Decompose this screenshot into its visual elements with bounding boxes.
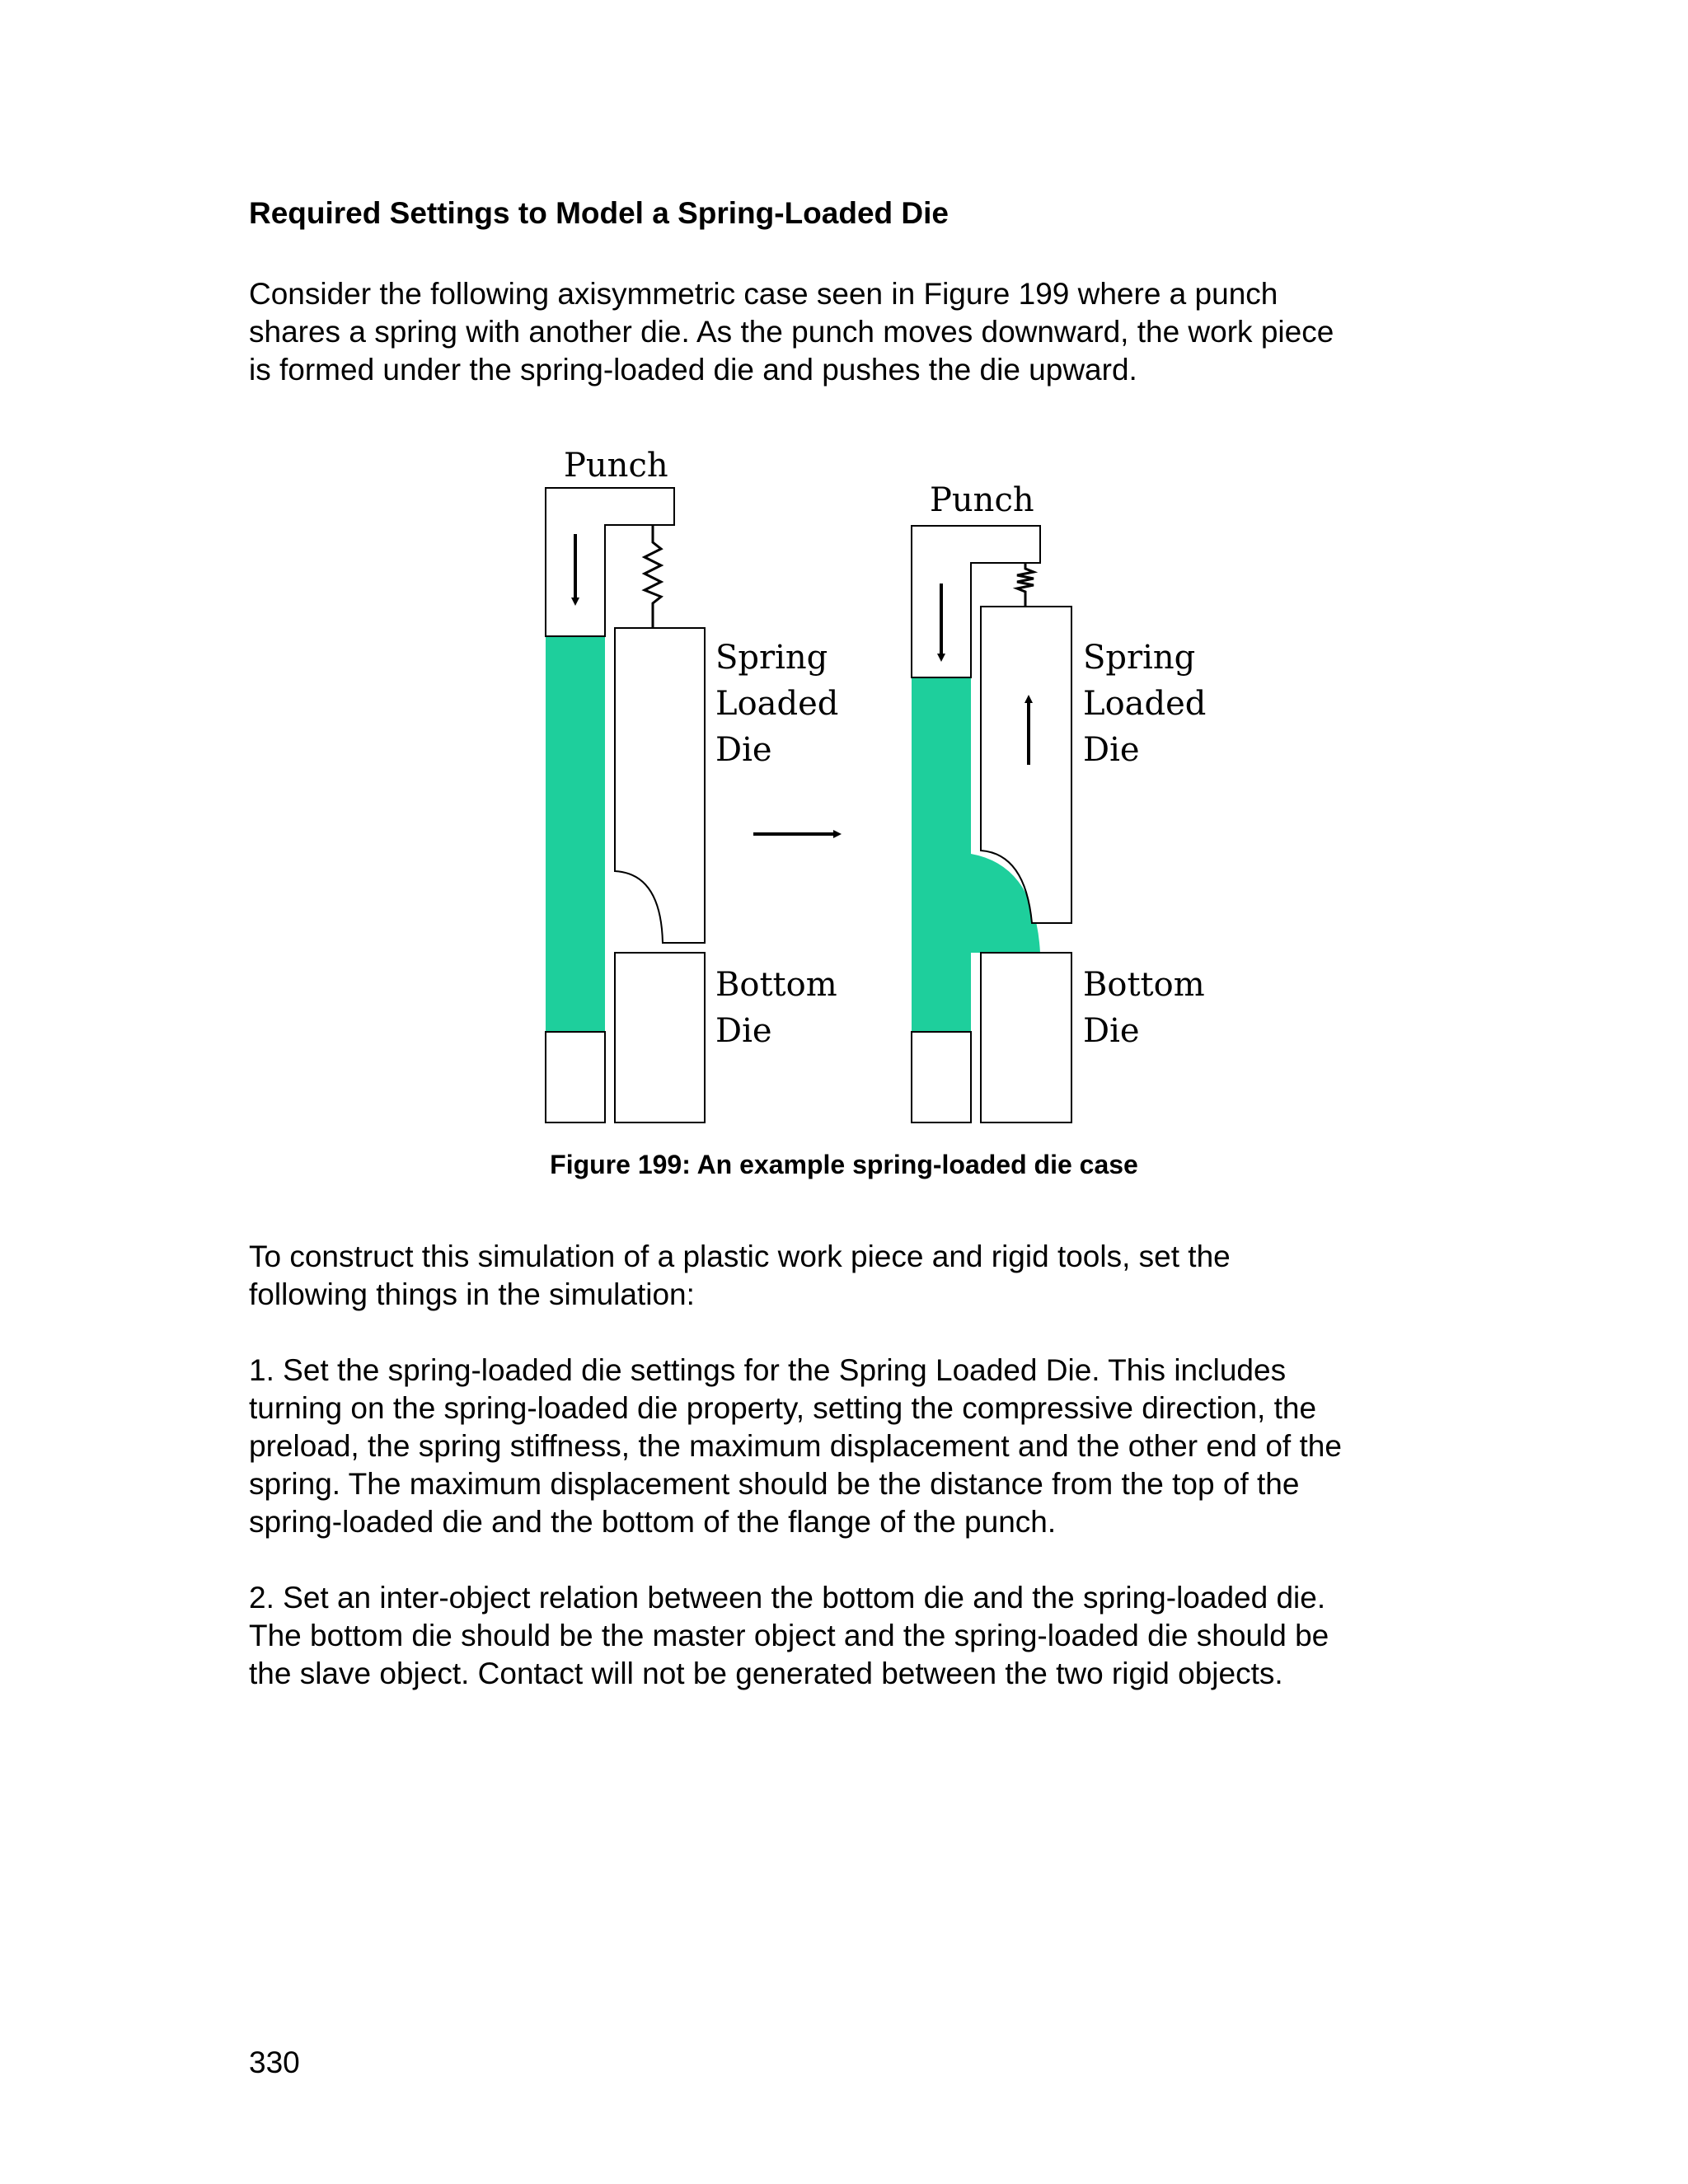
bottom-die-label: Die <box>715 1012 772 1050</box>
spring <box>645 525 661 628</box>
spring-die-label: Spring <box>1083 639 1196 677</box>
lower-support <box>546 1032 605 1122</box>
figure-diagram <box>511 437 1220 1129</box>
page-number: 330 <box>249 2046 300 2079</box>
bottom-die <box>981 953 1071 1122</box>
step-1-paragraph <box>249 1352 1469 1541</box>
text-line: spring-loaded die and the bottom of the flange of the punch. <box>249 1505 1057 1539</box>
figure-caption: Figure 199: An example spring-loaded die case <box>550 1150 1138 1179</box>
initial-state-diagram <box>546 447 838 1122</box>
bottom-die-label: Bottom <box>715 966 837 1004</box>
text-line: To construct this simulation of a plastic work piece and rigid tools, set the <box>249 1240 1231 1273</box>
step-2-paragraph <box>249 1579 1469 1693</box>
bottom-die-label: Die <box>1083 1012 1140 1050</box>
lower-support <box>912 1032 971 1122</box>
text-line: The bottom die should be the master object and the spring-loaded die should be <box>249 1619 1329 1652</box>
spring-die-label: Loaded <box>715 685 839 723</box>
formed-state-diagram <box>912 481 1206 1122</box>
text-line: the slave object. Contact will not be generated between the two rigid objects. <box>249 1657 1283 1690</box>
intro-paragraph <box>249 275 1469 389</box>
bottom-die-label: Bottom <box>1083 966 1205 1004</box>
text-line: preload, the spring stiffness, the maximum displacement and the other end of the <box>249 1429 1342 1463</box>
text-line: shares a spring with another die. As the punch moves downward, the work piece <box>249 315 1334 349</box>
text-line: Consider the following axisymmetric case seen in Figure 199 where a punch <box>249 277 1278 311</box>
spring-loaded-die <box>615 628 705 943</box>
bottom-die <box>615 953 705 1122</box>
text-line: turning on the spring-loaded die property, setting the compressive direction, the <box>249 1391 1317 1425</box>
punch-label: Punch <box>564 447 668 485</box>
spring <box>1017 563 1034 607</box>
spring-die-label: Die <box>1083 731 1140 769</box>
spring-die-label: Spring <box>715 639 828 677</box>
spring-die-label: Loaded <box>1083 685 1207 723</box>
text-line: is formed under the spring-loaded die and pushes the die upward. <box>249 353 1137 387</box>
punch-label: Punch <box>930 481 1034 519</box>
text-line: spring. The maximum displacement should be the distance from the top of the <box>249 1467 1300 1501</box>
section-heading: Required Settings to Model a Spring-Loaded Die <box>249 196 949 230</box>
instructions-paragraph <box>249 1238 1469 1314</box>
text-line: following things in the simulation: <box>249 1277 695 1311</box>
spring-die-label: Die <box>715 731 772 769</box>
workpiece <box>546 636 605 1032</box>
text-line: 2. Set an inter-object relation between the bottom die and the spring-loaded die. <box>249 1581 1326 1615</box>
spring-loaded-die-figure <box>511 437 1220 1129</box>
text-line: 1. Set the spring-loaded die settings for the Spring Loaded Die. This includes <box>249 1353 1287 1387</box>
